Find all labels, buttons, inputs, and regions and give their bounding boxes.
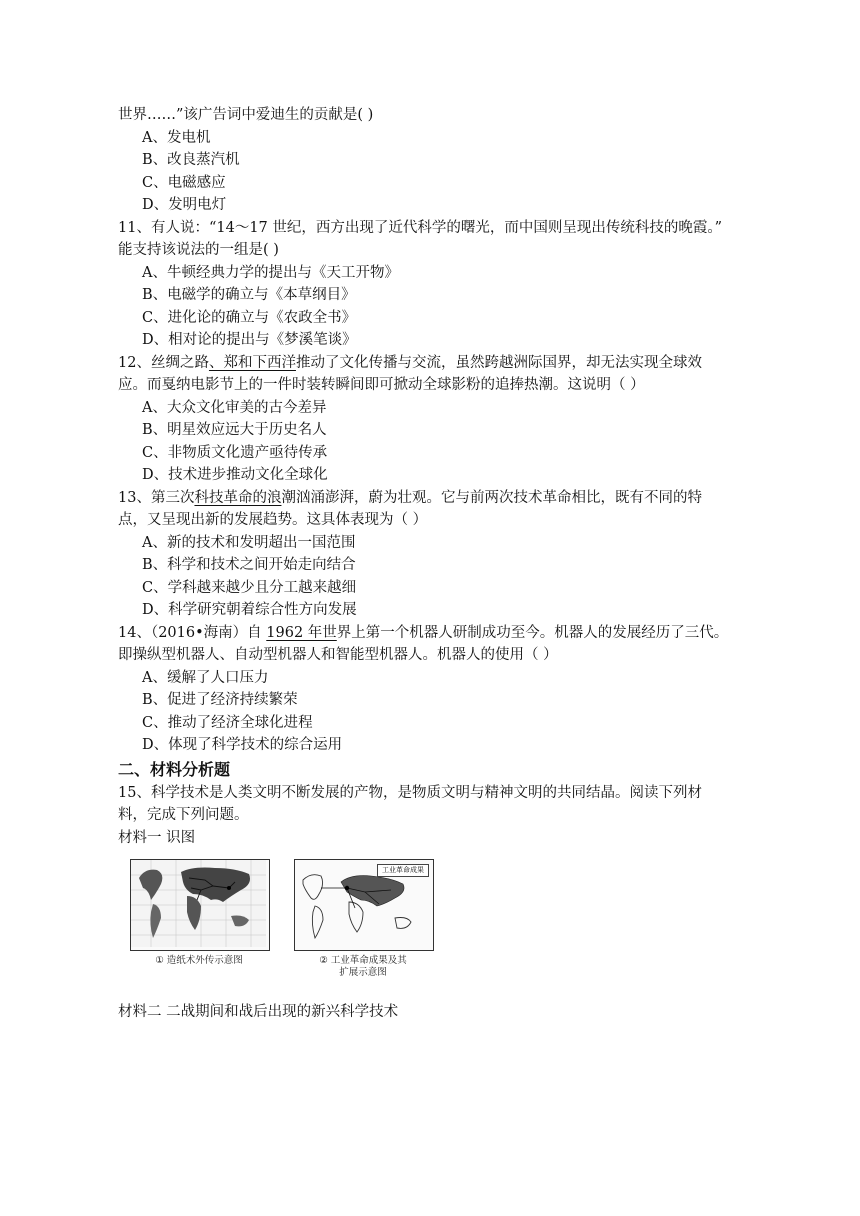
question-13-option-a: A、新的技术和发明超出一国范围 xyxy=(142,534,356,551)
question-13-option-d: D、科学研究朝着综合性方向发展 xyxy=(142,602,357,618)
q13-text-a: 13、第三次 xyxy=(118,489,195,506)
question-12-option-a: A、大众文化审美的古今差异 xyxy=(142,399,327,416)
question-12-option-c: C、非物质文化遗产亟待传承 xyxy=(142,444,328,461)
question-14-option-c: C、推动了经济全球化进程 xyxy=(142,714,313,731)
q12-text-b: 推动了文化传播与交流，虽然跨越洲际国界，却无法实现全球效 xyxy=(295,354,702,371)
figure-1-caption: ① 造纸术外传示意图 xyxy=(155,955,243,966)
question-10-option-d: D、发明电灯 xyxy=(142,197,227,213)
question-11-option-b: B、电磁学的确立与《本草纲目》 xyxy=(142,287,356,303)
question-13-option-b: B、科学和技术之间开始走向结合 xyxy=(142,557,356,573)
question-13-stem-line-2: 点，又呈现出新的发展趋势。这具体表现为（ ） xyxy=(118,512,428,528)
question-11-stem-line-1: 11、有人说：“14～17 世纪，西方出现了近代科学的曙光，而中国则呈现出传统科技的晚霞。” xyxy=(118,219,723,236)
q14-text-b: 界上第一个机器人研制成功至今。机器人的发展经历了三代。 xyxy=(336,624,729,641)
industrial-revolution-map xyxy=(294,859,434,951)
section-heading-material-analysis: 二、材料分析题 xyxy=(118,759,231,779)
world-map-icon xyxy=(131,860,266,947)
question-12-stem-line-1 xyxy=(118,352,758,375)
papermaking-spread-map xyxy=(130,859,270,951)
question-10-stem-end: 世界……”该广告词中爱迪生的贡献是( ) xyxy=(118,107,374,123)
question-11-stem-line-2: 能支持该说法的一组是( ) xyxy=(118,242,279,258)
question-15-stem-line-2: 料，完成下列问题。 xyxy=(118,807,249,823)
question-12-option-d: D、技术进步推动文化全球化 xyxy=(142,467,328,483)
material-one-label: 材料一 识图 xyxy=(118,829,196,846)
question-14-option-d: D、体现了科学技术的综合运用 xyxy=(142,737,343,753)
material-one-figures xyxy=(118,859,758,993)
question-13-option-c: C、学科越来越少且分工越来越细 xyxy=(142,579,357,596)
q14-text-a: 14、（2016•海南）自 xyxy=(118,624,267,641)
question-10-option-c: C、电磁感应 xyxy=(142,174,226,191)
question-12-option-b: B、明星效应远大于历史名人 xyxy=(142,422,327,438)
question-14-option-b: B、促进了经济持续繁荣 xyxy=(142,692,298,708)
question-14-stem-line-1 xyxy=(118,622,758,645)
question-14-option-a: A、缓解了人口压力 xyxy=(142,669,269,686)
question-10-option-b: B、改良蒸汽机 xyxy=(142,152,240,168)
question-15-stem-line-1: 15、科学技术是人类文明不断发展的产物，是物质文明与精神文明的共同结晶。阅读下列材 xyxy=(118,784,702,801)
q13-underlined-text: 科技革命的浪 xyxy=(194,489,282,506)
figure-papermaking-spread xyxy=(130,859,268,981)
figure-2-caption-line-2: 扩展示意图 xyxy=(339,967,387,978)
figure-2-caption-line-1: ② 工业革命成果及其 xyxy=(319,955,407,966)
document-page xyxy=(118,104,758,1024)
question-11-option-d: D、相对论的提出与《梦溪笔谈》 xyxy=(142,332,357,348)
q13-text-b: 潮汹涌澎湃，蔚为壮观。它与前两次技术革命相比，既有不同的特 xyxy=(281,489,702,506)
material-two-label: 材料二 二战期间和战后出现的新兴科学技术 xyxy=(118,1004,399,1020)
q12-underlined-text: 、郑和下西洋 xyxy=(208,354,296,371)
question-12-stem-line-2: 应。而戛纳电影节上的一件时装转瞬间即可掀动全球影粉的追捧热潮。这说明（ ） xyxy=(118,377,645,393)
map-legend-box: 工业革命成果 xyxy=(377,864,429,877)
figure-2-caption xyxy=(294,955,432,979)
question-13-stem-line-1 xyxy=(118,487,758,510)
q14-underlined-text: 1962 年世 xyxy=(266,624,337,641)
question-10-option-a: A、发电机 xyxy=(142,129,211,146)
question-11-option-a: A、牛顿经典力学的提出与《天工开物》 xyxy=(142,264,399,281)
q12-text-a: 12、丝绸之路 xyxy=(118,354,209,371)
figure-industrial-revolution-spread xyxy=(294,859,432,981)
question-11-option-c: C、进化论的确立与《农政全书》 xyxy=(142,309,357,326)
question-14-stem-line-2: 即操纵型机器人、自动型机器人和智能型机器人。机器人的使用（ ） xyxy=(118,647,558,663)
